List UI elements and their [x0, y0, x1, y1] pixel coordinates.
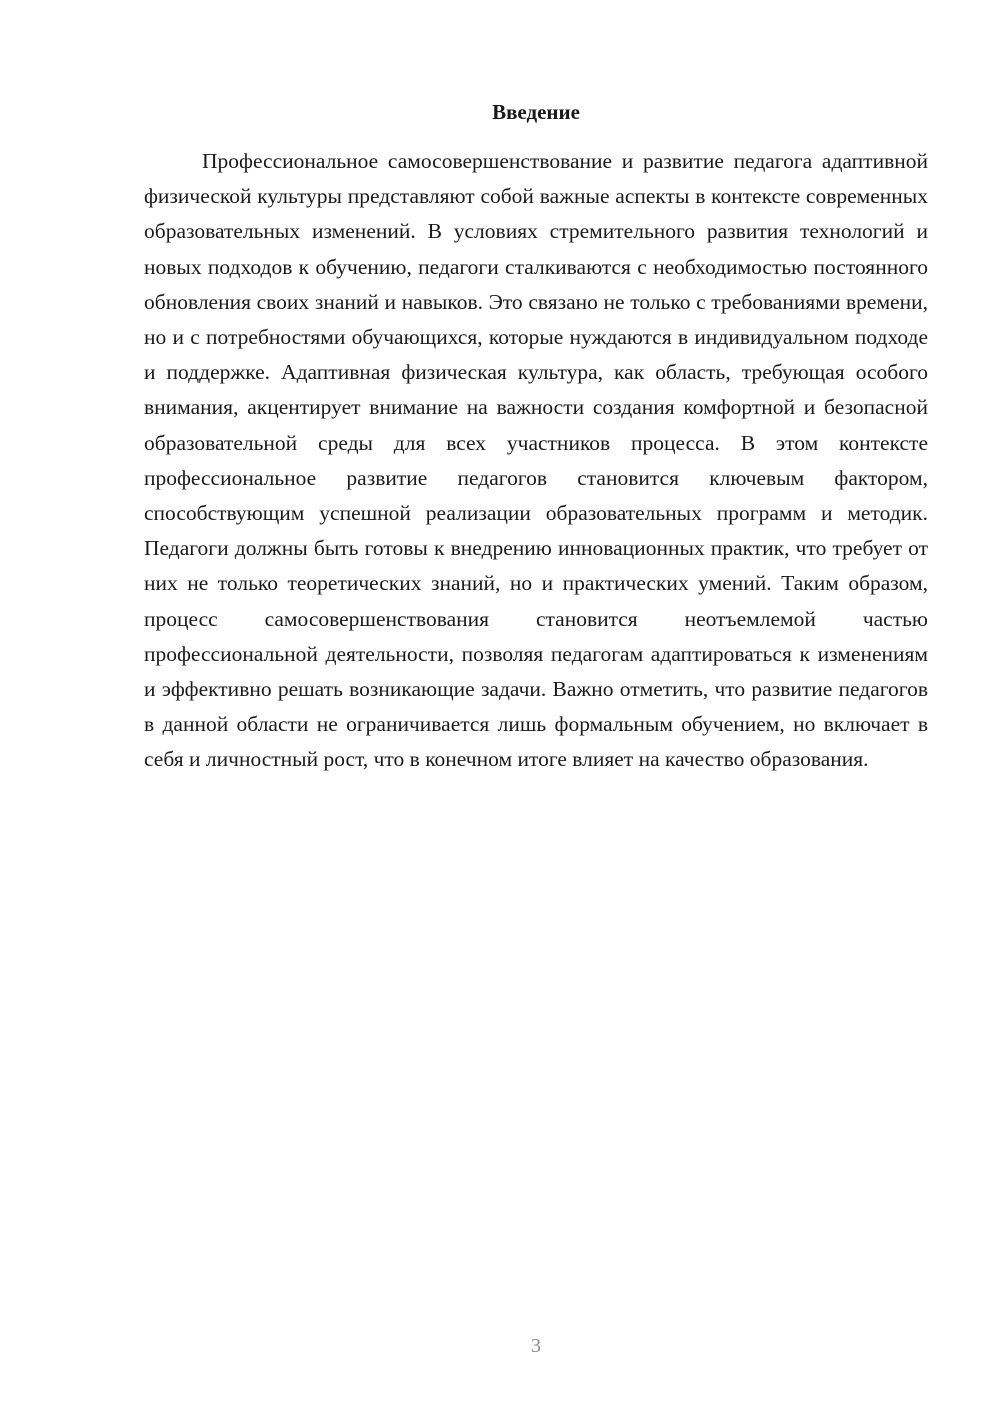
section-heading: Введение	[492, 100, 580, 124]
page-number: 3	[531, 1335, 541, 1357]
body-paragraph: Профессиональное самосовершенствование и развитие педагога адаптивной физической культуры представляют собой важные аспекты в контексте современных образовательных изменений. В условиях стремительного развития технологий и новых подходов к обучению, педагоги сталкиваются с необходимостью постоянного обновления своих знаний и навыков. Это связано не только с требованиями времени, но и с потребностями обучающихся, которые нуждаются в индивидуальном подходе и поддержке. Адаптивная физическая культура, как область, требующая особого внимания, акцентирует внимание на важности создания комфортной и безопасной образовательной среды для всех участников процесса. В этом контексте профессиональное развитие педагогов становится ключевым фактором, способствующим успешной реализации образовательных программ и методик. Педагоги должны быть готовы к внедрению инновационных практик, что требует от них не только теоретических знаний, но и практических умений. Таким образом, процесс самосовершенствования становится неотъемлемой частью профессиональной деятельности, позволяя педагогам адаптироваться к изменениям и эффективно решать возникающие задачи. Важно отметить, что развитие педагогов в данной области не ограничивается лишь формальным обучением, но включает в себя и личностный рост, что в конечном итоге влияет на качество образования.	[144, 149, 928, 772]
